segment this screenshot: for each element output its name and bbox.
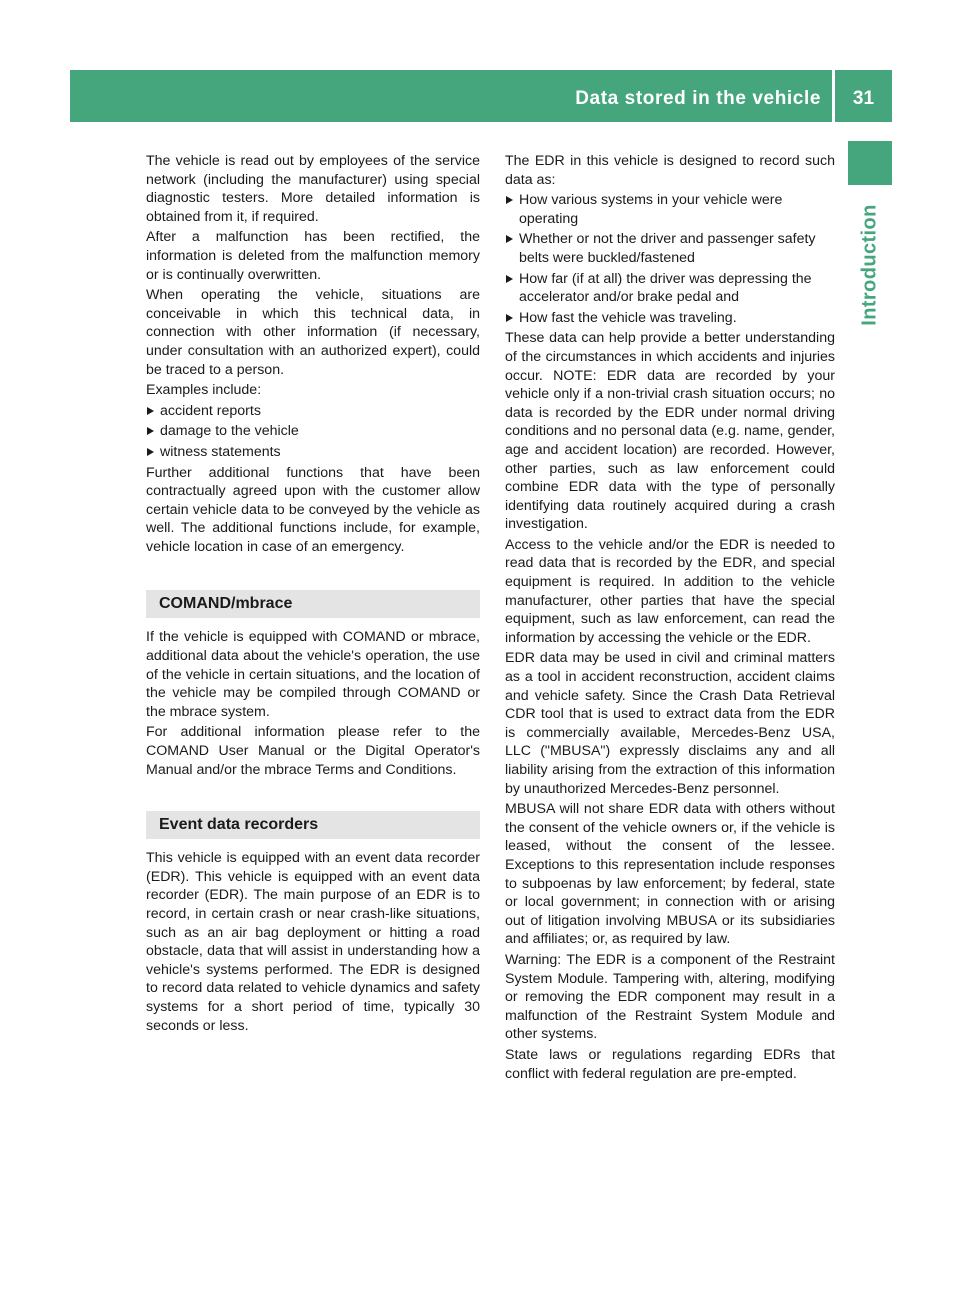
list-item: How various systems in your vehicle were operating	[505, 191, 835, 228]
examples-list	[146, 402, 480, 462]
paragraph: These data can help provide a better understanding of the circumstances in which accidents and injuries occur. NOTE: EDR data are recorded by your vehicle only if a non-trivial crash situation occurs; no data is recorded by the EDR under normal driving conditions and no personal data (e.g. name, gender, age and accident location) are recorded. However, other parties, such as law enforcement could combine EDR data with the type of personally identifying data routinely acquired during a crash investigation.	[505, 330, 835, 533]
left-column	[146, 152, 480, 1037]
list-item: witness statements	[146, 443, 480, 462]
record-items-list	[505, 191, 835, 327]
paragraph: The EDR in this vehicle is designed to record such data as:	[505, 153, 835, 188]
chapter-marker	[848, 141, 892, 185]
paragraph: After a malfunction has been rectified, the information is deleted from the malfunction memory or is continually overwritten.	[146, 229, 480, 283]
paragraph: When operating the vehicle, situations are conceivable in which this technical data, in connection with other information (if necessary, under consultation with an authorized expert), could be traced to a person.	[146, 287, 480, 378]
list-item: How fast the vehicle was traveling.	[505, 309, 835, 328]
paragraph: If the vehicle is equipped with COMAND or mbrace, additional data about the vehicle's operation, the use of the vehicle in certain situations, and the location of the vehicle may be compiled through COMAND or the mbrace system.	[146, 629, 480, 720]
paragraph: MBUSA will not share EDR data with others without the consent of the vehicle owners or, if the vehicle is leased, without the consent of the lessee. Exceptions to this representation include responses to subpoenas by law enforcement; by federal, state or local government; in connection with or arising out of litigation involving MBUSA or its subsidiaries and affiliates; or, as required by law.	[505, 801, 835, 948]
paragraph: State laws or regulations regarding EDRs that conflict with federal regulation are pre-empted.	[505, 1046, 835, 1082]
section-heading-edr: Event data recorders	[146, 811, 480, 839]
right-column	[505, 152, 835, 1085]
paragraph: Access to the vehicle and/or the EDR is needed to read data that is recorded by the EDR, and special equipment is required. In addition to the vehicle manufacturer, other parties that have the special equipment, such as law enforcement, can read the information by accessing the vehicle or the EDR.	[505, 536, 835, 646]
list-item: damage to the vehicle	[146, 422, 480, 441]
spacer	[146, 781, 480, 811]
chapter-tab	[848, 185, 892, 345]
list-item: accident reports	[146, 402, 480, 421]
list-item: Whether or not the driver and passenger safety belts were buckled/fastened	[505, 230, 835, 267]
section-heading-comand: COMAND/mbrace	[146, 590, 480, 618]
page-number: 31	[852, 88, 875, 109]
page-title: Data stored in the vehicle	[575, 88, 821, 109]
paragraph: For additional information please refer to the COMAND User Manual or the Digital Operator's Manual and/or the mbrace Terms and Conditions.	[146, 724, 480, 778]
chapter-tab-label: Introduction	[858, 204, 881, 326]
spacer	[146, 558, 480, 590]
paragraph: Further additional functions that have been contractually agreed upon with the customer allow certain vehicle data to be conveyed by the vehicle as well. The additional functions include, for example, vehicle location in case of an emergency.	[146, 464, 480, 555]
paragraph: Warning: The EDR is a component of the Restraint System Module. Tampering with, altering, modifying or removing the EDR component may result in a malfunction of the Restraint System Module and other systems.	[505, 951, 835, 1043]
list-item: How far (if at all) the driver was depressing the accelerator and/or brake pedal and	[505, 270, 835, 307]
paragraph: EDR data may be used in civil and criminal matters as a tool in accident reconstruction, accident claims and vehicle safety. Since the Crash Data Retrieval CDR tool that is used to extract data from the EDR is commercially available, Mercedes-Benz USA, LLC ("MBUSA") expressly disclaims any and all liability arising from the extraction of this information by unauthorized Mercedes-Benz personnel.	[505, 650, 835, 797]
paragraph: The vehicle is read out by employees of the service network (including the manufacturer) using special diagnostic testers. More detailed information is obtained from it, if required.	[146, 153, 480, 225]
paragraph: This vehicle is equipped with an event data recorder (EDR). This vehicle is equipped with an event data recorder (EDR). The main purpose of an EDR is to record, in certain crash or near crash-like situations, such as an air bag deployment or hitting a road obstacle, data that will assist in understanding how a vehicle's systems performed. The EDR is designed to record data related to vehicle dynamics and safety systems for a short period of time, typically 30 seconds or less.	[146, 850, 480, 1034]
paragraph: Examples include:	[146, 382, 262, 399]
